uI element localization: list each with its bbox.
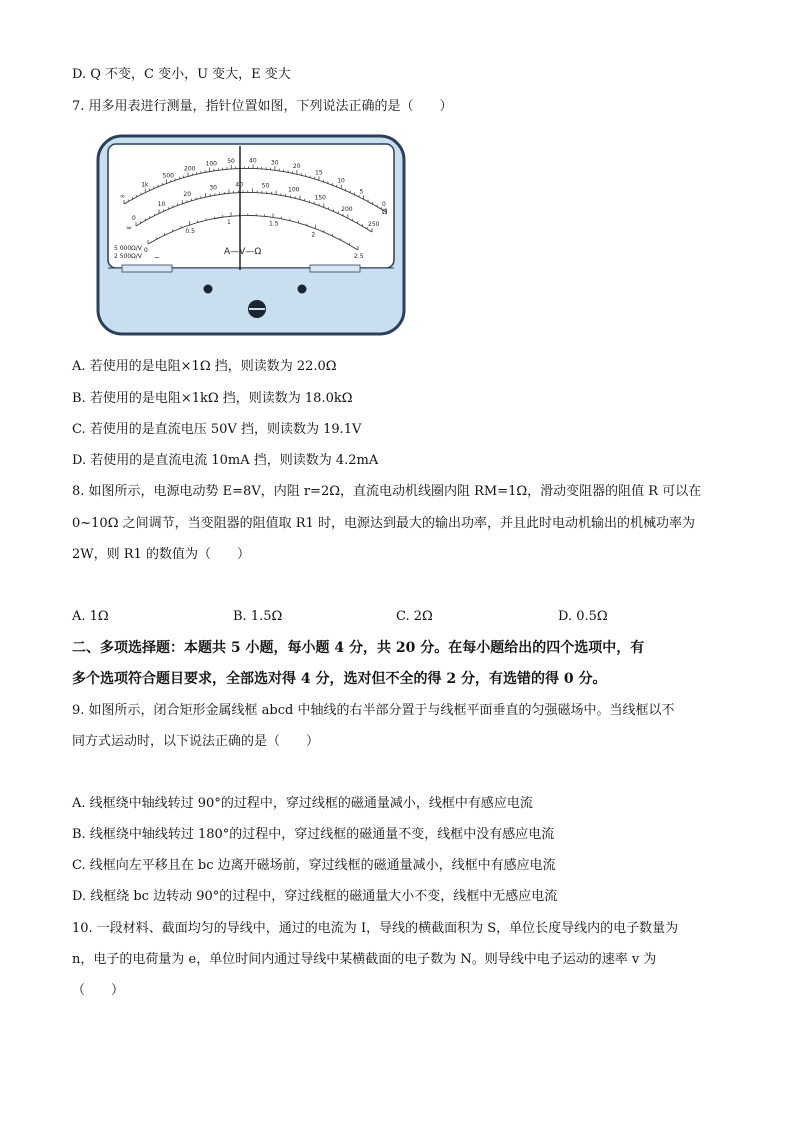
ac-mark: ~ — [154, 254, 160, 262]
q8-option-a: A. 1Ω — [72, 609, 109, 624]
q7-option-c: C. 若使用的是直流电压 50V 挡，则读数为 19.1V — [72, 422, 362, 437]
dc-scale-label: 20 — [183, 191, 192, 199]
ac-scale-label: 2.5 — [354, 253, 364, 260]
ac-scale-label: 1.5 — [269, 220, 279, 228]
dc-scale-label: 200 — [341, 205, 353, 213]
q8-stem-line1: 8. 如图所示，电源电动势 E=8V，内阻 r=2Ω，直流电动机线圈内阻 RM=1Ω，滑动变阻器的阻值 R 可以在 — [72, 484, 702, 499]
section2-heading-line1: 二、多项选择题：本题共 5 小题，每小题 4 分，共 20 分。在每小题给出的四个选项中，有 — [72, 640, 645, 656]
left-slot — [122, 265, 172, 272]
dc-scale-label: 50 — [261, 182, 270, 190]
q10-stem-line2: n，电子的电荷量为 e，单位时间内通过导线中某横截面的电子数为 N。则导线中电子运动的速率 v 为 — [72, 952, 657, 967]
q7-option-a: A. 若使用的是电阻×1Ω 挡，则读数为 22.0Ω — [72, 359, 337, 374]
q10-stem-line3: （ ） — [72, 983, 125, 998]
q7-stem: 7. 用多用表进行测量，指针位置如图，下列说法正确的是（ ） — [72, 99, 453, 114]
q9-option-c: C. 线框向左平移且在 bc 边离开磁场前，穿过线框的磁通量减小，线框中有感应电流 — [72, 858, 556, 873]
ac-scale-label: 1 — [227, 219, 231, 227]
q10-stem-line1: 10. 一段材料、截面均匀的导线中，通过的电流为 I，导线的横截面积为 S，单位长度导线内的电子数量为 — [72, 921, 679, 936]
q8-stem-line2: 0~10Ω 之间调节，当变阻器的阻值取 R1 时，电源达到最大的输出功率，并且此时电动机输出的机械功率为 — [72, 516, 695, 531]
q7-option-b: B. 若使用的是电阻×1kΩ 挡，则读数为 18.0kΩ — [72, 391, 353, 406]
q9-option-d: D. 线框绕 bc 边转动 90°的过程中，穿过线框的磁通量大小不变，线框中无感应电流 — [72, 889, 558, 904]
ohm-scale-label: 10 — [337, 177, 345, 185]
dc-mark: ≃ — [126, 224, 132, 232]
dc-scale-label: 10 — [157, 201, 166, 209]
ac-scale-label: 0 — [144, 247, 148, 254]
q7-option-d: D. 若使用的是直流电流 10mA 挡，则读数为 4.2mA — [72, 453, 379, 468]
ohm-scale-label: 15 — [315, 169, 323, 177]
ohm-scale-label: ∞ — [120, 193, 125, 200]
ohm-scale-label: 1k — [141, 181, 149, 189]
dc-scale-label: 0 — [132, 215, 136, 222]
ac-scale-label: 0.5 — [185, 228, 195, 236]
q9-stem-line2: 同方式运动时，以下说法正确的是（ ） — [72, 734, 320, 749]
center-label: A—V—Ω — [224, 247, 262, 257]
q6-option-d: D. Q 不变，C 变小，U 变大，E 变大 — [72, 67, 291, 82]
ohm-unit-label: Ω — [382, 208, 388, 216]
ohm-scale-label: 50 — [227, 157, 235, 165]
label-5000: 5 000Ω/V — [114, 245, 142, 252]
ohm-scale-label: 20 — [292, 163, 301, 171]
q8-stem-line3: 2W，则 R1 的数值为（ ） — [72, 547, 250, 562]
dc-scale-label: 100 — [288, 186, 300, 194]
ohm-scale-label: 100 — [205, 160, 218, 168]
multimeter-figure — [96, 134, 406, 336]
ohm-scale-label: 30 — [270, 159, 279, 167]
label-2500: 2 500Ω/V — [114, 253, 142, 260]
ohm-scale-label: 5 — [359, 188, 364, 196]
q9-stem-line1: 9. 如图所示，闭合矩形金属线框 abcd 中轴线的右半部分置于与线框平面垂直的匀强磁场中。当线框以不 — [72, 703, 675, 718]
right-knob-dot — [298, 285, 307, 294]
ac-scale-label: 2 — [311, 231, 316, 239]
ohm-scale-label: 200 — [184, 165, 196, 173]
q8-option-b: B. 1.5Ω — [233, 609, 283, 624]
q9-option-a: A. 线框绕中轴线转过 90°的过程中，穿过线框的磁通量减小，线框中有感应电流 — [72, 796, 533, 811]
ohm-scale-label: 0 — [382, 201, 386, 208]
q8-option-d: D. 0.5Ω — [558, 609, 608, 624]
dc-scale-label: 40 — [235, 181, 244, 189]
q8-option-c: C. 2Ω — [396, 609, 433, 624]
ohm-scale-label: 40 — [249, 157, 257, 165]
dc-scale-label: 250 — [368, 221, 380, 228]
ohm-scale-label: 500 — [162, 172, 175, 180]
section2-heading-line2: 多个选项符合题目要求，全部选对得 4 分，选对但不全的得 2 分，有选错的得 0 分。 — [72, 671, 607, 687]
dc-scale-label: 150 — [314, 194, 326, 202]
left-knob-dot — [204, 285, 213, 294]
q9-option-b: B. 线框绕中轴线转过 180°的过程中，穿过线框的磁通量不变，线框中没有感应电流 — [72, 827, 555, 842]
right-slot — [310, 265, 360, 272]
dc-scale-label: 30 — [209, 184, 217, 192]
